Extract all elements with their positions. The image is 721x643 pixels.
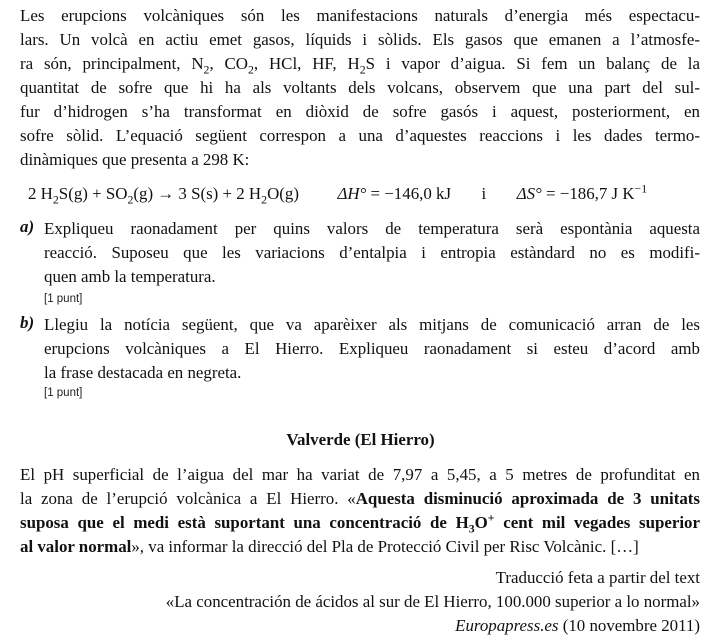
news-heading: Valverde (El Hierro): [286, 430, 435, 449]
question-a-label: a): [20, 217, 35, 236]
question-b-points: [1 punt]: [44, 387, 83, 399]
news-line-2: la zona de l’erupció volcànica a El Hierro. «Aquesta disminució aproximada de 3 unitats: [20, 489, 700, 508]
question-b-line-1: Llegiu la notícia següent, que va aparèixer als mitjans de comunicació arran de les: [44, 315, 700, 334]
intro-line-4: quantitat de sofre que hi ha als voltants dels volcans, observem que una part del sul-: [20, 78, 700, 97]
question-b-line-2: erupcions volcàniques a El Hierro. Expliqueu raonadament si esteu d’acord amb: [44, 339, 700, 358]
news-line-4: al valor normal», va informar la direcció del Pla de Protecció Civil per Risc Volcànic. […]: [20, 537, 639, 556]
source-line-3: Europapress.es (10 novembre 2011): [455, 616, 700, 635]
question-a-points: [1 punt]: [44, 293, 83, 305]
question-a-line-3: quen amb la temperatura.: [44, 267, 216, 286]
news-line-1: El pH superficial de l’aigua del mar ha variat de 7,97 a 5,45, a 5 metres de profunditat en: [20, 465, 700, 484]
enthalpy-value: ΔH° = −146,0 kJ: [337, 184, 452, 203]
question-a-line-2: reacció. Suposeu que les variacions d’entalpia i entropia estàndard no es modifi-: [44, 243, 700, 262]
chemical-equation: 2 $H_2S(g) + SO_2(g) \to 3$ S(s) + 2 $H_2O(g) \Delta H^\circ = -146,0$ kJ i ΔS° = −186,7 J $K^{-1}$: [28, 181, 648, 207]
intro-line-5: fur d’hidrogen s’ha transformat en diòxid de sofre gasós i aquest, posteriorment, en: [20, 102, 700, 121]
intro-line-6: sofre sòlid. L’equació següent correspon a una d’aquestes reaccions i les dades termo-: [20, 126, 700, 145]
source-line-1: Traducció feta a partir del text: [495, 568, 700, 587]
question-b-label: b): [20, 313, 35, 332]
intro-line-2: lars. Un volcà en actiu emet gasos, líquids i sòlids. Els gasos que emanen a l’atmosfe-: [20, 30, 700, 49]
source-line-2: «La concentración de ácidos al sur de El Hierro, 100.000 superior a lo normal»: [165, 592, 700, 611]
intro-line-3: ra són, principalment, $N_2$, $CO_2$, HCl, HF, $H_2S$ i vapor d’aigua. Si fem un balanç de la: [20, 54, 700, 77]
question-a-line-1: Expliqueu raonadament per quins valors de temperatura serà espontània aquesta: [44, 219, 700, 238]
intro-line-1: Les erupcions volcàniques són les manifestacions naturals d’energia més espectacu-: [20, 6, 700, 25]
question-b-line-3: la frase destacada en negreta.: [44, 363, 242, 382]
news-line-3: suposa que el medi està suportant una concentració de $H_3O^+$ cent mil vegades superior: [20, 510, 700, 536]
entropy-value: ΔS° = −186,7 J $K^{-1}$: [516, 181, 648, 203]
intro-line-7: dinàmiques que presenta a 298 K:: [20, 150, 250, 169]
